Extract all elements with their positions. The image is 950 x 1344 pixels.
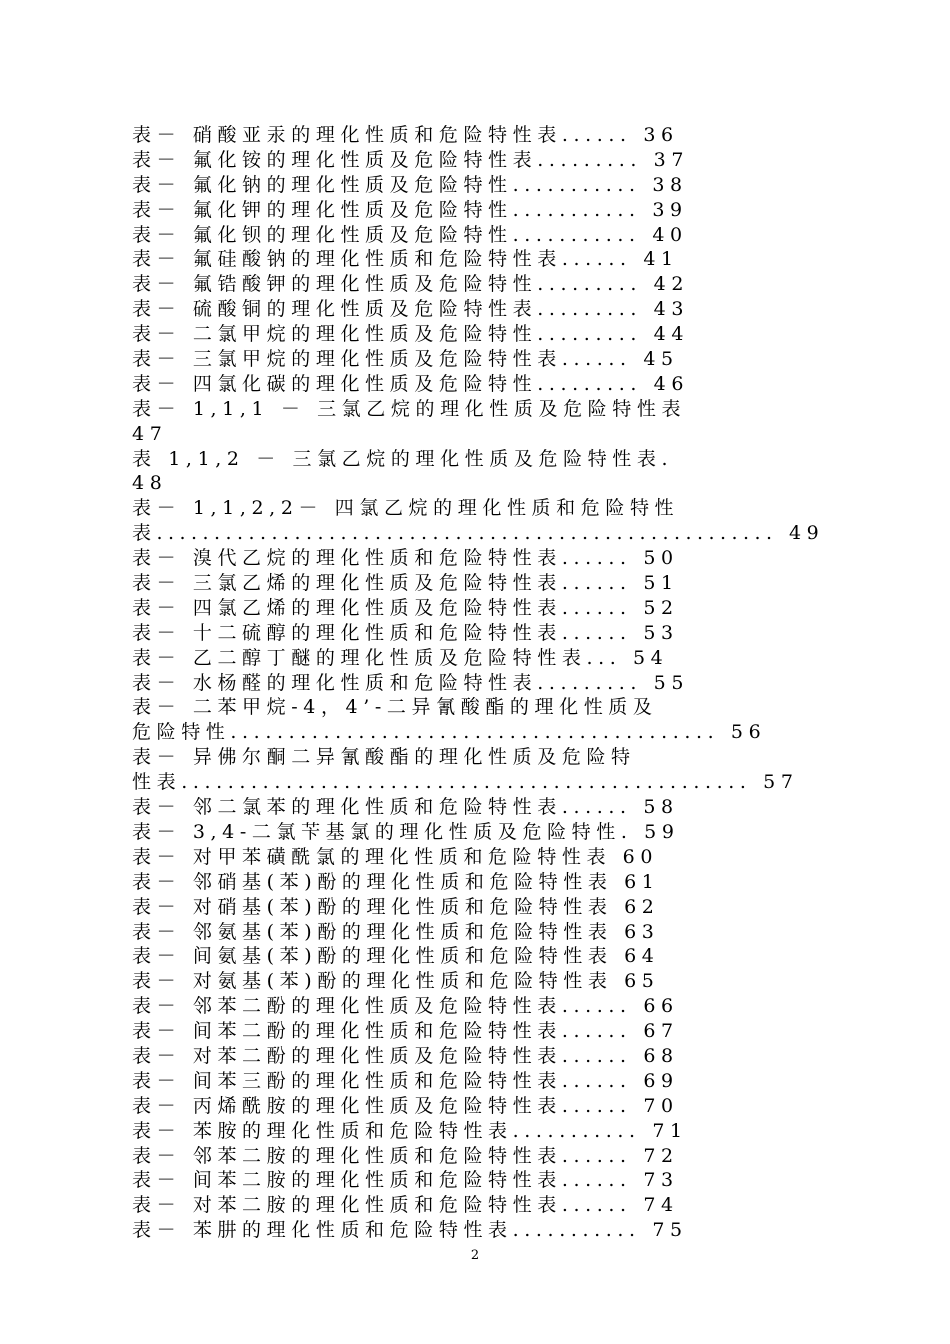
page-number: 2 [470, 1248, 480, 1263]
toc-line-text: 表－ 溴代乙烷的理化性质和危险特性表...... 50 [132, 547, 679, 570]
toc-line [132, 1144, 824, 1169]
toc-line-text: 表－ 异佛尔酮二异氰酸酯的理化性质及危险特 [132, 746, 636, 769]
toc-line-text: 表－ 邻二氯苯的理化性质和危险特性表...... 58 [132, 796, 679, 819]
toc-line [132, 471, 824, 496]
toc-line-text: 表－ 三氯甲烷的理化性质及危险特性表...... 45 [132, 348, 679, 371]
toc-line-text: 表－ 1,1,1 － 三氯乙烷的理化性质及危险特性表 [132, 397, 687, 420]
toc-line-text: 表－ 邻氨基(苯)酚的理化性质和危险特性表 63 [132, 920, 660, 943]
toc-line [132, 845, 824, 870]
toc-line-text: 表－ 氟化钡的理化性质及危险特性........... 40 [132, 223, 688, 246]
toc-line-text: 表－ 间氨基(苯)酚的理化性质和危险特性表 64 [132, 945, 660, 968]
toc-line-text: 47 [132, 422, 168, 445]
toc-line-text: 表－ 间苯二酚的理化性质和危险特性表...... 67 [132, 1020, 679, 1043]
toc-line [132, 1094, 824, 1119]
toc-line-text: 表－ 三氯乙烯的理化性质及危险特性表...... 51 [132, 572, 679, 595]
toc-line [132, 621, 824, 646]
toc-line-text: 表－ 硫酸铜的理化性质及危险特性表......... 43 [132, 298, 690, 321]
toc-line-text: 48 [132, 472, 168, 495]
toc-line [132, 671, 824, 696]
toc-line [132, 1069, 824, 1094]
toc-line-text: 表－ 丙烯酰胺的理化性质及危险特性表...... 70 [132, 1094, 679, 1117]
toc-line-text: 表－ 间苯二胺的理化性质和危险特性表...... 73 [132, 1169, 679, 1192]
toc-line-text: 表－ 硝酸亚汞的理化性质和危险特性表...... 36 [132, 124, 679, 146]
toc-line [132, 944, 824, 969]
toc-line-text: 表－ 对苯二酚的理化性质及危险特性表...... 68 [132, 1044, 679, 1067]
toc-line [132, 347, 824, 372]
toc-line [132, 173, 824, 198]
toc-line-text: 危险特性.......................................... 56 [132, 721, 767, 744]
toc-line-text: 表－ 苯肼的理化性质和危险特性表........... 75 [132, 1219, 688, 1242]
toc-line [132, 571, 824, 596]
toc-line-text: 表－ 四氯化碳的理化性质及危险特性......... 46 [132, 372, 690, 395]
toc-line-text: 表－ 水杨醛的理化性质和危险特性表......... 55 [132, 671, 690, 694]
table-of-contents [132, 123, 824, 1243]
toc-line [132, 447, 824, 472]
toc-line [132, 895, 824, 920]
toc-line-text: 表－ 苯胺的理化性质和危险特性表........... 71 [132, 1119, 688, 1142]
toc-line [132, 770, 824, 795]
toc-line [132, 123, 824, 148]
toc-line [132, 272, 824, 297]
toc-line [132, 496, 824, 521]
toc-line-text: 表－ 3,4-二氯苄基氯的理化性质及危险特性. 59 [132, 820, 680, 843]
toc-line-text: 表－ 对甲苯磺酰氯的理化性质和危险特性表 60 [132, 845, 659, 868]
toc-line [132, 920, 824, 945]
toc-line [132, 646, 824, 671]
toc-line-text: 表－ 氟化钾的理化性质及危险特性........... 39 [132, 198, 688, 221]
toc-line [132, 870, 824, 895]
toc-line [132, 546, 824, 571]
toc-line [132, 596, 824, 621]
toc-line [132, 745, 824, 770]
toc-line [132, 422, 824, 447]
toc-line [132, 1218, 824, 1243]
toc-line-text: 表－ 邻苯二酚的理化性质及危险特性表...... 66 [132, 995, 679, 1018]
toc-line-text: 表－ 二氯甲烷的理化性质及危险特性......... 44 [132, 323, 690, 346]
toc-line [132, 148, 824, 173]
toc-line-text: 表－ 邻硝基(苯)酚的理化性质和危险特性表 61 [132, 870, 660, 893]
toc-line-text: 表－ 对硝基(苯)酚的理化性质和危险特性表 62 [132, 895, 660, 918]
toc-line [132, 1044, 824, 1069]
toc-line [132, 795, 824, 820]
toc-line [132, 1168, 824, 1193]
toc-line [132, 720, 824, 745]
toc-line [132, 969, 824, 994]
toc-line-text: 表－ 对苯二胺的理化性质和危险特性表...... 74 [132, 1194, 679, 1217]
toc-line [132, 247, 824, 272]
toc-line-text: 表－ 氟硅酸钠的理化性质和危险特性表...... 41 [132, 248, 679, 271]
toc-line [132, 1019, 824, 1044]
toc-line-text: 表 1,1,2 － 三氯乙烷的理化性质及危险特性表. [132, 447, 674, 470]
toc-line-text: 表－ 氟化铵的理化性质及危险特性表......... 37 [132, 148, 690, 171]
toc-line [132, 372, 824, 397]
toc-line-text: 表－ 二苯甲烷-4，4’-二异氰酸酯的理化性质及 [132, 696, 658, 719]
toc-line [132, 1119, 824, 1144]
toc-line-text: 性表................................................. 57 [132, 771, 799, 794]
toc-line [132, 198, 824, 223]
toc-line [132, 397, 824, 422]
toc-line-text: 表－ 邻苯二胺的理化性质和危险特性表...... 72 [132, 1144, 679, 1167]
toc-line [132, 820, 824, 845]
toc-line-text: 表－ 对氨基(苯)酚的理化性质和危险特性表 65 [132, 970, 660, 993]
toc-line [132, 1193, 824, 1218]
toc-line [132, 695, 824, 720]
toc-line [132, 994, 824, 1019]
toc-line [132, 223, 824, 248]
toc-line-text: 表－ 氟化钠的理化性质及危险特性........... 38 [132, 173, 688, 196]
toc-line-text: 表－ 乙二醇丁醚的理化性质及危险特性表... 54 [132, 646, 669, 669]
toc-line-text: 表...................................................... 49 [132, 522, 824, 545]
toc-line-text: 表－ 1,1,2,2－ 四氯乙烷的理化性质和危险特性 [132, 497, 680, 520]
toc-line [132, 322, 824, 347]
toc-line-text: 表－ 间苯三酚的理化性质和危险特性表...... 69 [132, 1069, 679, 1092]
toc-line [132, 521, 824, 546]
toc-line [132, 297, 824, 322]
toc-line-text: 表－ 四氯乙烯的理化性质及危险特性表...... 52 [132, 596, 679, 619]
toc-line-text: 表－ 十二硫醇的理化性质和危险特性表...... 53 [132, 621, 679, 644]
toc-line-text: 表－ 氟锆酸钾的理化性质及危险特性......... 42 [132, 273, 690, 296]
